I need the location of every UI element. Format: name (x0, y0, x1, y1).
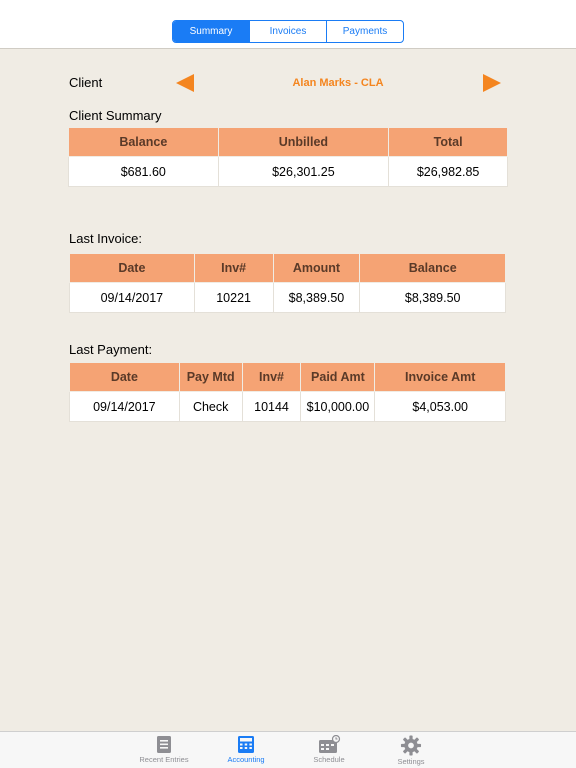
column-header: Total (389, 128, 508, 157)
tab-accounting[interactable] (206, 735, 286, 764)
client-label: Client (69, 75, 103, 90)
tab-recent-entries[interactable] (124, 735, 204, 764)
table-cell: 09/14/2017 (70, 392, 180, 422)
table-header-row (70, 254, 506, 283)
last-payment-title: Last Payment: (69, 342, 153, 357)
table-header-row (69, 128, 508, 157)
table-cell: $8,389.50 (360, 283, 506, 313)
last-invoice-table (69, 253, 506, 313)
last-payment-table (69, 362, 506, 422)
client-summary-table (68, 127, 508, 187)
table-cell: $26,301.25 (218, 157, 389, 187)
top-bar (0, 0, 576, 49)
segment-summary[interactable]: Summary (173, 21, 250, 42)
client-name: Alan Marks - CLA (292, 77, 384, 89)
table-cell: $681.60 (69, 157, 219, 187)
tab-schedule[interactable] (289, 735, 369, 764)
tab-label: Accounting (227, 755, 265, 764)
table-row (70, 283, 506, 313)
table-cell: Check (179, 392, 242, 422)
gear-icon (400, 735, 422, 756)
table-cell: $26,982.85 (389, 157, 508, 187)
column-header: Invoice Amt (375, 363, 506, 392)
table-row (69, 157, 508, 187)
table-cell: 09/14/2017 (70, 283, 195, 313)
column-header: Date (70, 254, 195, 283)
segment-invoices[interactable]: Invoices (250, 21, 327, 42)
table-cell: $4,053.00 (375, 392, 506, 422)
table-header-row (70, 363, 506, 392)
column-header: Pay Mtd (179, 363, 242, 392)
client-summary-title: Client Summary (69, 108, 162, 123)
column-header: Paid Amt (301, 363, 375, 392)
tab-settings[interactable] (371, 735, 451, 766)
table-row (70, 392, 506, 422)
next-client-arrow-icon[interactable] (483, 74, 501, 92)
tab-label: Settings (397, 757, 425, 766)
previous-client-arrow-icon[interactable] (176, 74, 194, 92)
column-header: Amount (273, 254, 360, 283)
view-segmented-control (172, 20, 404, 43)
list-icon (155, 735, 173, 754)
tab-label: Schedule (313, 755, 345, 764)
table-cell: $8,389.50 (273, 283, 360, 313)
column-header: Balance (69, 128, 219, 157)
column-header: Unbilled (218, 128, 389, 157)
table-cell: 10144 (242, 392, 301, 422)
bottom-tab-bar (0, 731, 576, 768)
table-cell: 10221 (194, 283, 273, 313)
calculator-icon (237, 735, 255, 754)
column-header: Balance (360, 254, 506, 283)
table-cell: $10,000.00 (301, 392, 375, 422)
last-invoice-title: Last Invoice: (69, 231, 142, 246)
tab-label: Recent Entries (139, 755, 189, 764)
calendar-icon (317, 735, 341, 754)
column-header: Inv# (242, 363, 301, 392)
column-header: Date (70, 363, 180, 392)
segment-payments[interactable]: Payments (342, 26, 388, 37)
column-header: Inv# (194, 254, 273, 283)
